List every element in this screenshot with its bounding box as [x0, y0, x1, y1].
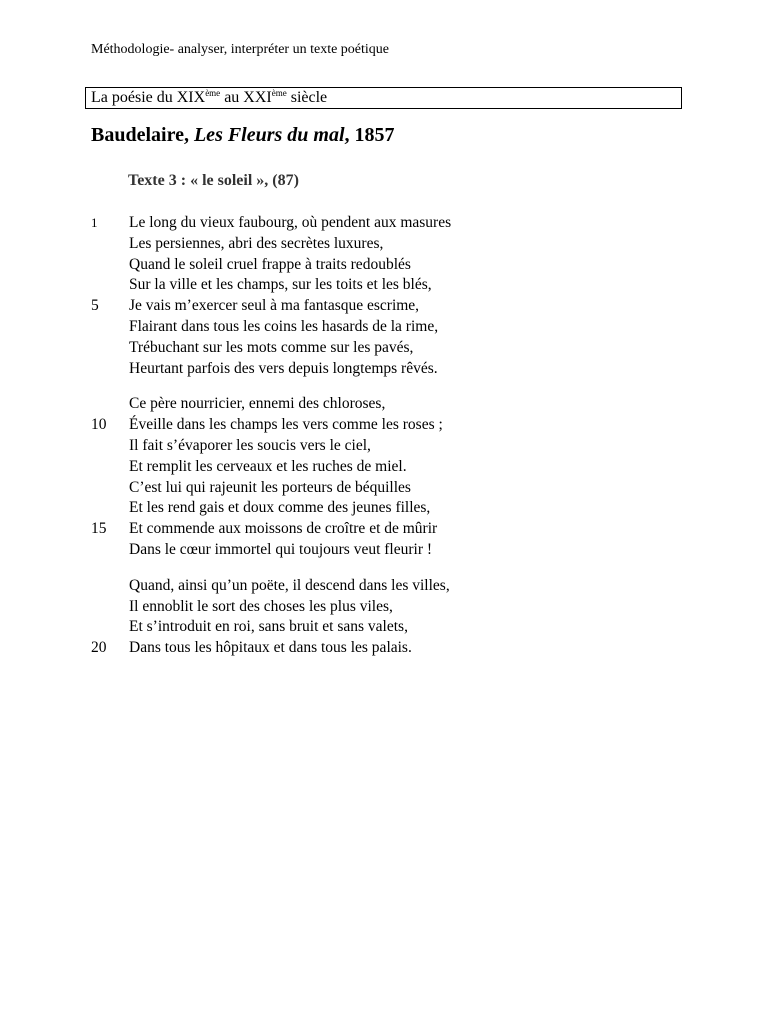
document-header: Méthodologie- analyser, interpréter un texte poétique: [91, 42, 389, 57]
verse-text: Il fait s’évaporer les soucis vers le ciel,: [129, 436, 371, 454]
text-title: Texte 3 : « le soleil », (87): [128, 172, 299, 189]
line-number: 1: [91, 215, 98, 230]
verse-text: Et les rend gais et doux comme des jeunes filles,: [129, 499, 431, 517]
work-book-title: Les Fleurs du mal: [193, 124, 345, 146]
verse-text: Quand, ainsi qu’un poëte, il descend dans les villes,: [129, 576, 450, 594]
verse-text: Les persiennes, abri des secrètes luxures,: [129, 234, 384, 252]
work-year: , 1857: [344, 124, 395, 146]
line-number: 20: [91, 639, 107, 657]
verse-text: Et s’introduit en roi, sans bruit et sans valets,: [129, 618, 408, 636]
section-title-box: [85, 87, 682, 109]
section-title-part2: au XXI: [220, 89, 272, 106]
verse-text: Trébuchant sur les mots comme sur les pavés,: [129, 338, 414, 356]
section-title-sup1: ème: [205, 88, 221, 98]
section-title-part3: siècle: [286, 89, 328, 106]
verse-text: Dans tous les hôpitaux et dans tous les palais.: [129, 639, 412, 657]
verse-text: Et commende aux moissons de croître et de mûrir: [129, 520, 438, 538]
verse-text: Ce père nourricier, ennemi des chloroses,: [129, 395, 386, 413]
line-number: 5: [91, 297, 99, 315]
verse-text: Heurtant parfois des vers depuis longtemps rêvés.: [129, 359, 438, 377]
verse-text: Flairant dans tous les coins les hasards de la rime,: [129, 317, 439, 335]
verse-text: Dans le cœur immortel qui toujours veut fleurir !: [129, 540, 433, 558]
verse-text: Je vais m’exercer seul à ma fantasque escrime,: [129, 297, 420, 315]
section-title-part1: La poésie du XIX: [91, 89, 206, 106]
verse-text: Et remplit les cerveaux et les ruches de miel.: [129, 457, 407, 475]
work-author: Baudelaire,: [91, 124, 194, 146]
line-number: 15: [91, 520, 107, 538]
verse-text: Éveille dans les champs les vers comme les roses ;: [129, 416, 443, 434]
verse-text: Le long du vieux faubourg, où pendent aux masures: [129, 214, 452, 231]
verse-text: Quand le soleil cruel frappe à traits redoublés: [129, 255, 411, 273]
verse-text: C’est lui qui rajeunit les porteurs de béquilles: [129, 478, 411, 496]
line-number: 10: [91, 416, 107, 434]
work-title: [91, 124, 395, 147]
verse-text: Il ennoblit le sort des choses les plus viles,: [129, 597, 393, 615]
verse-text: Sur la ville et les champs, sur les toits et les blés,: [129, 276, 432, 294]
section-title-sup2: ème: [271, 88, 287, 98]
